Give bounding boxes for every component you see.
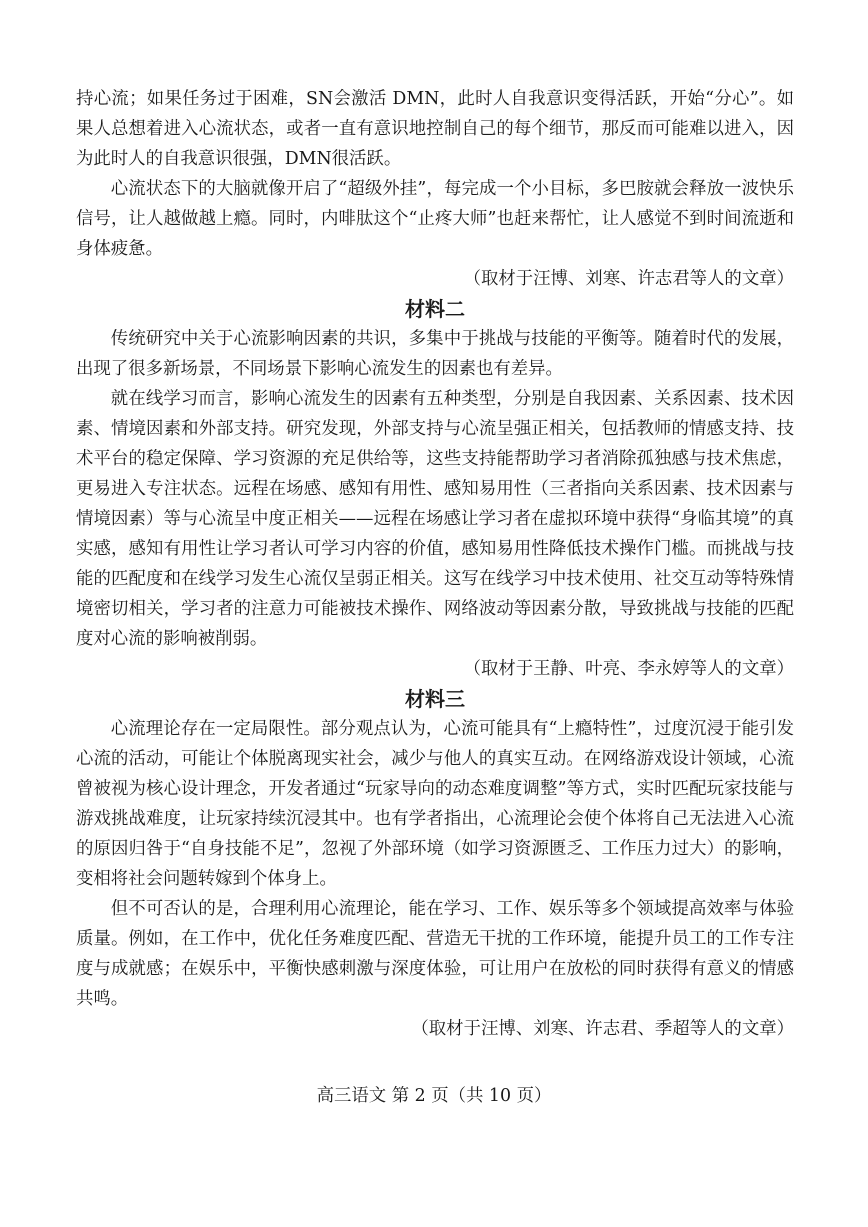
paragraph: 心流理论存在一定局限性。部分观点认为，心流可能具有“上瘾特性”，过度沉浸于能引发心流的活动，可能让个体脱离现实社会，减少与他人的真实互动。在网络游戏设计领域，心流曾被视为核心设计理念，开发者通过“玩家导向的动态难度调整”等方式，实时匹配玩家技能与游戏挑战难度，让玩家持续沉浸其中。也有学者指出，心流理论会使个体将自己无法进入心流的原因归咎于“自身技能不足”，忽视了外部环境（如学习资源匮乏、工作压力过大）的影响，变相将社会问题转嫁到个体身上。 xyxy=(76,719,794,889)
paragraph: 传统研究中关于心流影响因素的共识，多集中于挑战与技能的平衡等。随着时代的发展，出现了很多新场景，不同场景下影响心流发生的因素也有差异。 xyxy=(76,329,794,379)
section-heading-material-2: 材料二 xyxy=(405,297,465,321)
page-footer: 高三语文 第 2 页（共 10 页） xyxy=(316,1086,552,1106)
source-citation: （取材于王静、叶亮、李永婷等人的文章） xyxy=(463,659,794,679)
paragraph: 但不可否认的是，合理利用心流理论，能在学习、工作、娱乐等多个领域提高效率与体验质量。例如，在工作中，优化任务难度匹配、营造无干扰的工作环境，能提升员工的工作专注度与成就感；在娱乐中，平衡快感刺激与深度体验，可让用户在放松的同时获得有意义的情感共鸣。 xyxy=(76,899,794,1009)
section-heading-material-3: 材料三 xyxy=(405,687,465,711)
paragraph: 心流状态下的大脑就像开启了“超级外挂”，每完成一个小目标，多巴胺就会释放一波快乐信号，让人越做越上瘾。同时，内啡肽这个“止疼大师”也赶来帮忙，让人感觉不到时间流逝和身体疲惫。 xyxy=(76,179,794,259)
paragraph: 持心流；如果任务过于困难，SN会激活 DMN，此时人自我意识变得活跃，开始“分心”。如果人总想着进入心流状态，或者一直有意识地控制自己的每个细节，那反而可能难以进入，因为此时人的自我意识很强，DMN很活跃。 xyxy=(76,89,794,169)
paragraph: 就在线学习而言，影响心流发生的因素有五种类型，分别是自我因素、关系因素、技术因素、情境因素和外部支持。研究发现，外部支持与心流呈强正相关，包括教师的情感支持、技术平台的稳定保障、学习资源的充足供给等，这些支持能帮助学习者消除孤独感与技术焦虑，更易进入专注状态。远程在场感、感知有用性、感知易用性（三者指向关系因素、技术因素与情境因素）等与心流呈中度正相关——远程在场感让学习者在虚拟环境中获得“身临其境”的真实感，感知有用性让学习者认可学习内容的价值，感知易用性降低技术操作门槛。而挑战与技能的匹配度和在线学习发生心流仅呈弱正相关。这写在线学习中技术使用、社交互动等特殊情境密切相关，学习者的注意力可能被技术操作、网络波动等因素分散，导致挑战与技能的匹配度对心流的影响被削弱。 xyxy=(76,389,794,649)
document-body xyxy=(76,84,794,1044)
source-citation: （取材于汪博、刘寒、许志君等人的文章） xyxy=(463,269,794,289)
source-citation: （取材于汪博、刘寒、许志君、季超等人的文章） xyxy=(411,1019,794,1039)
